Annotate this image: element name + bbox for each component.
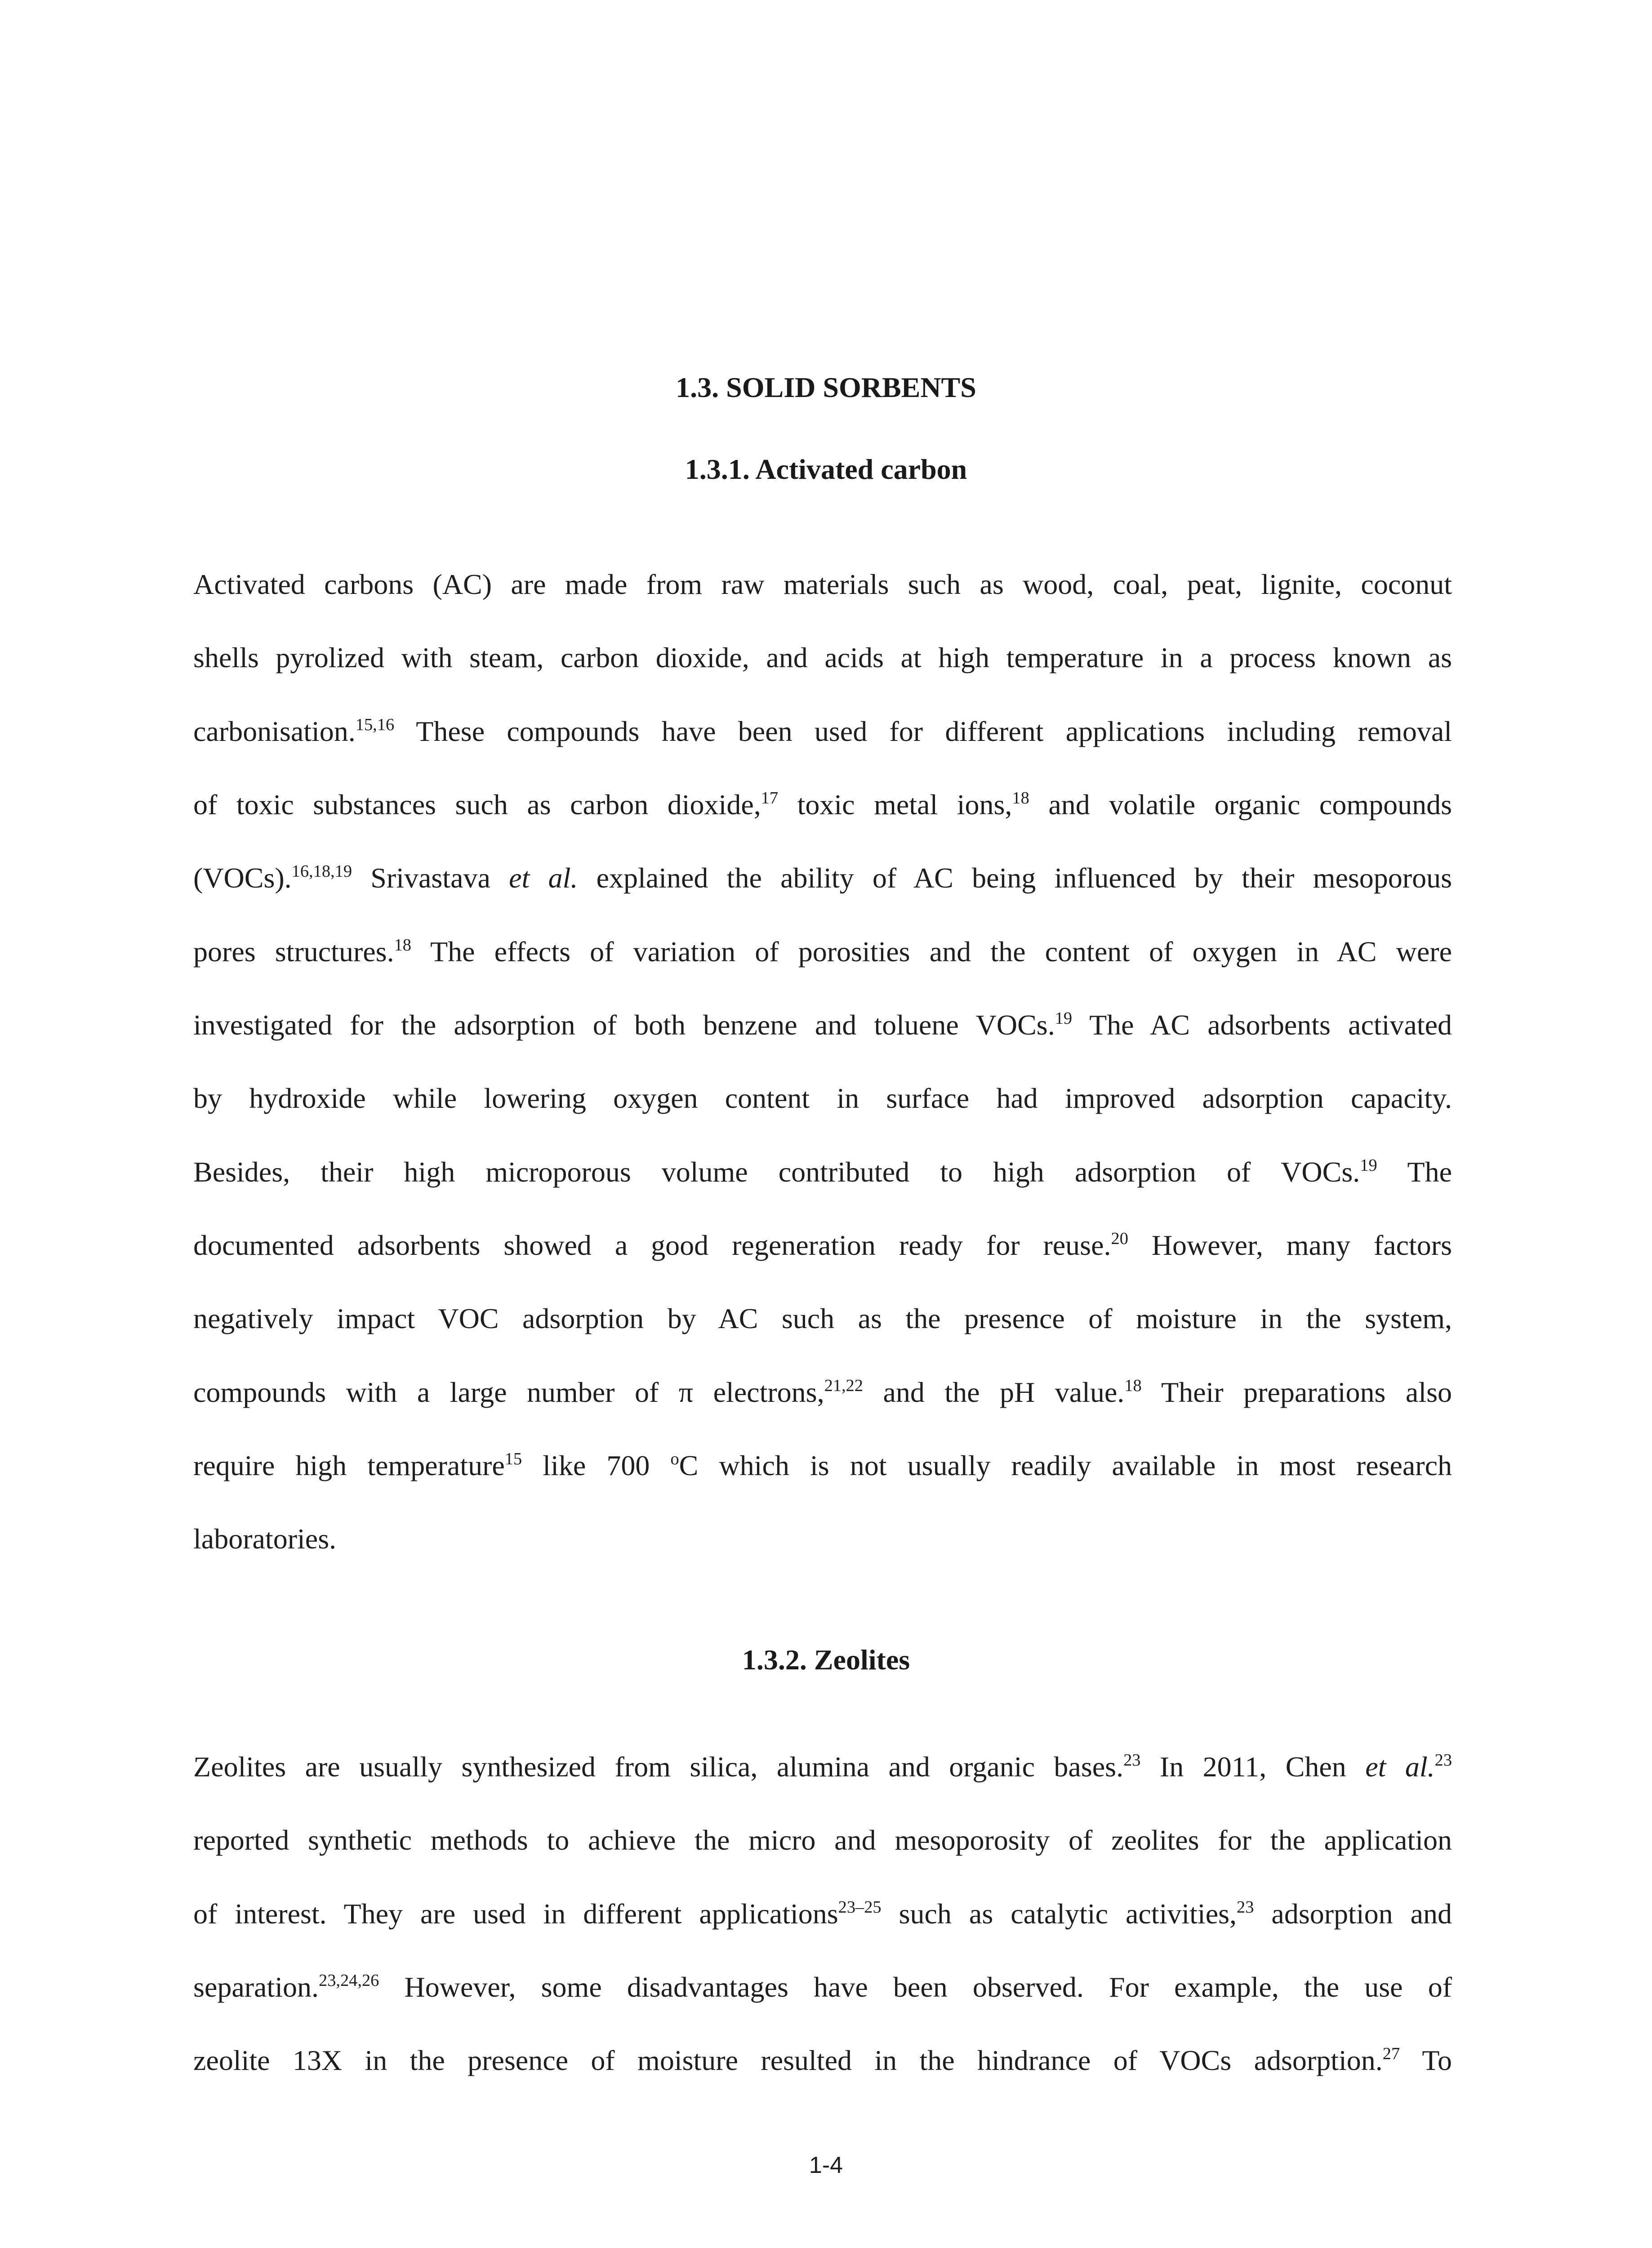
citation: 15,16 <box>355 715 395 735</box>
text-line <box>193 714 1452 749</box>
text-run: carbonisation. <box>193 715 356 747</box>
text-run: and volatile organic compounds <box>1029 789 1452 821</box>
text-line <box>193 2043 1452 2079</box>
italic-text: et al. <box>509 862 578 894</box>
citation: 15 <box>504 1450 522 1469</box>
text-run: The effects of variation of porosities and the content of oxygen in AC were <box>411 936 1452 968</box>
text-run: of toxic substances such as carbon dioxide, <box>193 789 761 821</box>
citation: 18 <box>1012 789 1029 808</box>
text-line <box>193 1007 1452 1043</box>
text-line <box>193 1227 1452 1263</box>
citation: 17 <box>761 789 779 808</box>
text-run: However, many factors <box>1128 1229 1452 1261</box>
text-run: The AC adsorbents activated <box>1072 1009 1452 1041</box>
page-number: 1-4 <box>809 2152 843 2178</box>
text-run: of interest. They are used in different applications <box>193 1898 838 1930</box>
text-run: compounds with a large number of π electrons, <box>193 1376 824 1408</box>
subsection-heading-zeolites: 1.3.2. Zeolites <box>742 1644 910 1676</box>
text-line <box>193 934 1452 970</box>
text-line <box>193 1749 1452 1785</box>
text-run: separation. <box>193 1971 319 2003</box>
text-run: require high temperature <box>193 1450 505 1481</box>
text-run: adsorption and <box>1254 1898 1452 1930</box>
text-line <box>193 1969 1452 2005</box>
degree-symbol: o <box>670 1450 679 1469</box>
text-line <box>193 787 1452 823</box>
text-line: shells pyrolized with steam, carbon dioxide, and acids at high temperature in a process known as <box>193 642 1452 674</box>
text-run: zeolite 13X in the presence of moisture resulted in the hindrance of VOCs adsorption. <box>193 2044 1383 2076</box>
text-line: by hydroxide while lowering oxygen content in surface had improved adsorption capacity. <box>193 1082 1452 1114</box>
citation: 19 <box>1360 1156 1377 1175</box>
text-run: These compounds have been used for different applications including removal <box>394 715 1452 747</box>
text-line: laboratories. <box>193 1523 337 1555</box>
text-line <box>193 1374 1452 1410</box>
text-run: like 700 <box>522 1450 671 1481</box>
text-line <box>193 1154 1452 1190</box>
text-run: The <box>1377 1156 1452 1188</box>
text-run: In 2011, Chen <box>1140 1751 1366 1783</box>
text-run: C which is not usually readily available in most research <box>679 1450 1452 1481</box>
citation: 20 <box>1111 1229 1128 1249</box>
citation: 16,18,19 <box>291 862 352 881</box>
text-run: However, some disadvantages have been observed. For example, the use of <box>379 1971 1452 2003</box>
citation: 19 <box>1055 1009 1073 1028</box>
citation: 27 <box>1382 2044 1400 2064</box>
italic-text: et al. <box>1365 1751 1435 1783</box>
text-run: Their preparations also <box>1141 1376 1452 1408</box>
text-run: documented adsorbents showed a good regeneration ready for reuse. <box>193 1229 1111 1261</box>
text-line <box>193 1896 1452 1932</box>
citation: 21,22 <box>824 1376 863 1396</box>
citation: 23,24,26 <box>319 1971 379 1990</box>
subsection-heading-activated-carbon: 1.3.1. Activated carbon <box>685 453 967 485</box>
text-run: Besides, their high microporous volume contributed to high adsorption of VOCs. <box>193 1156 1360 1188</box>
text-line <box>193 860 1452 896</box>
section-heading: 1.3. SOLID SORBENTS <box>676 371 976 403</box>
text-run: Srivastava <box>352 862 509 894</box>
citation: 23–25 <box>838 1898 882 1917</box>
text-run: such as catalytic activities, <box>881 1898 1237 1930</box>
text-run: explained the ability of AC being influenced by their mesoporous <box>578 862 1452 894</box>
text-line: Activated carbons (AC) are made from raw materials such as wood, coal, peat, lignite, coconut <box>193 568 1452 600</box>
text-line: negatively impact VOC adsorption by AC such as the presence of moisture in the system, <box>193 1302 1452 1334</box>
text-run: (VOCs). <box>193 862 292 894</box>
citation: 23 <box>1434 1751 1452 1770</box>
text-run: investigated for the adsorption of both benzene and toluene VOCs. <box>193 1009 1055 1041</box>
text-run: and the pH value. <box>863 1376 1125 1408</box>
text-run: To <box>1400 2044 1452 2076</box>
citation: 18 <box>1124 1376 1142 1396</box>
text-line: reported synthetic methods to achieve the micro and mesoporosity of zeolites for the application <box>193 1824 1452 1856</box>
citation: 23 <box>1237 1898 1254 1917</box>
citation: 18 <box>394 936 411 955</box>
text-run: Zeolites are usually synthesized from silica, alumina and organic bases. <box>193 1751 1124 1783</box>
text-line <box>193 1448 1452 1484</box>
text-run: toxic metal ions, <box>778 789 1012 821</box>
citation: 23 <box>1123 1751 1141 1770</box>
text-run: pores structures. <box>193 936 394 968</box>
